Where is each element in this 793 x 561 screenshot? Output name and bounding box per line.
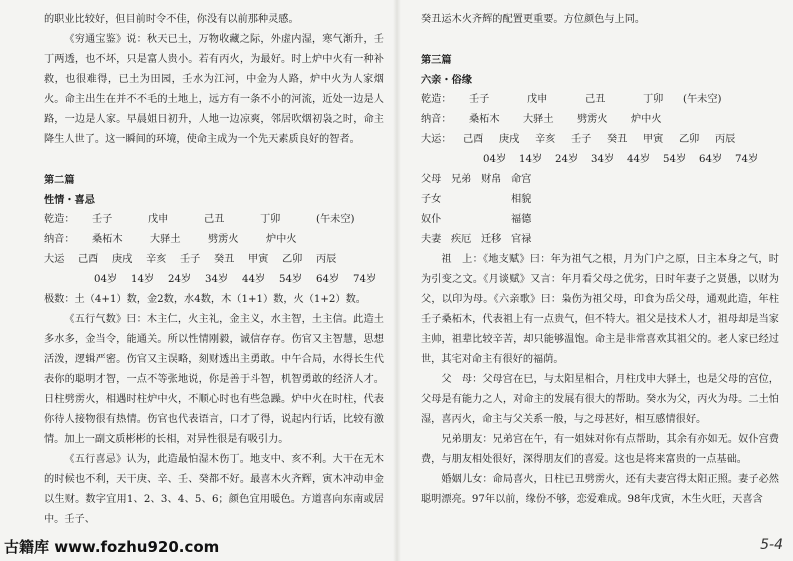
page-number: 5-4 (760, 537, 783, 553)
left-column (44, 10, 384, 530)
body-paragraph: 婚姻儿女：命局喜火，日柱已丑劈雳火，还有夫妻宫得太阳正照。妻子必然聪明漂亮。97年以前，缘份不够，恋爱难成。98年戊寅，木生火旺，天喜含 (421, 474, 779, 505)
ages-row: 04岁 14岁 24岁 34岁 44岁 54岁 64岁 74岁 (483, 154, 759, 165)
palace-row: 奴仆 福德 (421, 214, 532, 225)
nayin-row: 纳音： 桑柘木 大驿土 劈雳火 炉中火 (44, 234, 297, 245)
section-subtitle: 性情・喜忌 (44, 194, 95, 206)
bazi-row: 乾造： 壬子 戊申 己丑 丁卯 (午未空) (44, 214, 355, 225)
bazi-row: 乾造： 壬子 戊申 己丑 丁卯 (午未空) (421, 94, 722, 105)
section-title: 第三篇 (421, 54, 452, 66)
right-column (421, 10, 779, 510)
body-paragraph: 《五行喜忌》认为，此造最怕湿木伤丁。地支中、亥不利。大干在无木的时候也不利，天干庚、辛、壬、癸都不好。最喜木火齐辉，寅木冲动申金以生财。数字宜用1、2、3、4、5、6；颜色宜用暖色。方道喜向东南或居中。壬子、 (44, 454, 384, 525)
ages-row: 04岁 14岁 24岁 34岁 44岁 54岁 64岁 74岁 (94, 274, 377, 285)
intro-paragraph: 《穷通宝鉴》说：秋天已土，万物收藏之际，外虚内湿，寒气渐升，壬丁两透，也不坏，只是富人贵小。若有丙火，为最好。时上炉中火有一种补救，也很难得，已土为田园，壬水为江河，中金为人路，炉中火为人家烟火。命主出生在并不不毛的土地上，远方有一条不小的河流，近处一边是人路，一边是人家。早晨姐日初升，人地一边凉爽，邻居吹烟初袅之时，命主降生人世了。这一瞬间的环境，使命主成为一个先天素质良好的智者。 (44, 34, 384, 145)
palace-row: 父母 兄弟 财帛 命宫 (421, 174, 532, 185)
section-subtitle: 六亲・俗缘 (421, 74, 472, 86)
body-paragraph: 《五行气数》曰：木主仁，火主礼，金主义，水主智，土主信。此造土多水多，金当令，能通关。所以性情刚毅，诚信存存。伤官又主智慧，思想活泼，逻辑严密。伤官又主误略，刻财透出主勇敢。中午合局，水得长生代表你的聪明才智，一点不等张地说，你是善于斗智，机智勇敢的经济人才。日柱劈雳火，相遇时柱炉中火，不顺心时也有些急躁。炉中火在时柱，代表你待人接物很有热情。伤官也代表语言，口才了得，说起内行话，比较有激情。加上一副文质彬彬的长相，对异性很是有吸引力。 (44, 314, 384, 445)
intro-line: 的职业比较好，但目前时令不佳，你没有以前那种灵感。 (44, 14, 299, 25)
counts-line: 极数：土（4+1）数，金2数，水4数，木（1+1）数，火（1+2）数。 (44, 294, 366, 305)
body-paragraph: 祖 上：《地支赋》曰：年为祖气之根，月为门户之原，日主本身之气，时为引变之文。《月谈赋》又言：年月看父母之优劣，日时年妻子之贤愚，以财为父，以印为母。《六亲歌》曰：枭伤为祖父母，印食为岳父母，通观此造，年柱壬子桑柘木，代表祖上有一点贵气，但不特大。祖父是技术人才，祖母却是当家主帅，祖辈比较辛苦，却只能够温饱。命主是非常喜欢其祖父的。老人家已经过世，其宅对命主有很好的福荫。 (421, 254, 779, 365)
site-watermark: 古籍库 www.fozhu920.com (4, 538, 220, 556)
section-title: 第二篇 (44, 174, 75, 186)
dayun-row: 大运 己酉 庚戌 辛亥 壬子 癸丑 甲寅 乙卯 丙辰 (44, 254, 337, 265)
dayun-row: 大运： 己酉 庚戌 辛亥 壬子 癸丑 甲寅 乙卯 丙辰 (421, 134, 736, 145)
palace-row: 夫妻 疾厄 迁移 官禄 (421, 234, 532, 245)
body-paragraph: 父 母：父母宫在巳，与太阳星相合，月柱戊申大驿土，也是父母的宫位，父母是有能力之人，对命主的发展有很大的帮助。癸水为父，丙火为母。二土怕湿，喜丙火，命主与父关系一般，与之母甚好，相互感情很好。 (421, 374, 779, 425)
right-page (397, 0, 793, 561)
intro-line: 癸丑运木火齐辉的配置更重要。方位颜色与上同。 (421, 14, 646, 25)
body-paragraph: 兄弟朋友：兄弟宫在午，有一姐妹对你有点帮助，其余有亦如无。奴仆宫费费，与朋友相处很好，深得朋友们的喜爱。这也是将来富贵的一点基础。 (421, 434, 779, 465)
nayin-row: 纳音： 桑柘木 大驿土 劈雳火 炉中火 (421, 114, 662, 125)
palace-row: 子女 相貌 (421, 194, 532, 205)
